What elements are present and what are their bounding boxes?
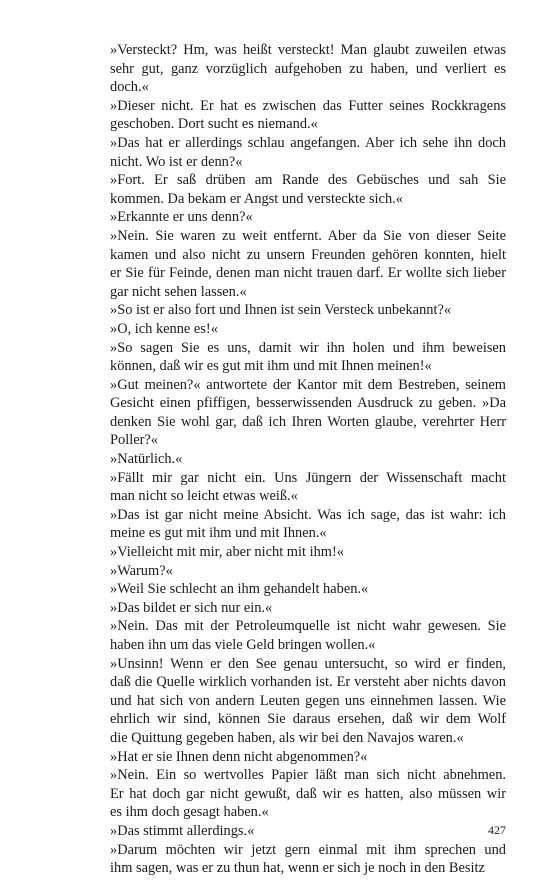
text-line: »Dieser nicht. Er hat es zwischen das Futter seines Rockkragens: [110, 97, 506, 114]
paragraph: [96, 301, 506, 320]
text-line: daß die Quelle wirklich vorhanden ist. Er versteht aber nichts davon: [110, 674, 506, 691]
paragraph: [96, 450, 506, 469]
paragraph: [96, 339, 506, 376]
text-line: »O, ich kenne es!«: [110, 320, 218, 337]
text-line: »Hat er sie Ihnen denn nicht abgenommen?«: [110, 748, 368, 765]
text-line: »Nein. Sie waren zu weit entfernt. Aber da Sie von dieser Seite: [110, 227, 506, 244]
text-line: »Nein. Das mit der Petroleumquelle ist nicht wahr gewesen. Sie: [110, 618, 506, 635]
paragraph: [96, 506, 506, 543]
text-line: »Das hat er allerdings schlau angefangen. Aber ich sehe ihn doch: [110, 134, 506, 151]
paragraph: [96, 655, 506, 748]
text-line: »So sagen Sie es uns, damit wir ihn holen und ihm beweisen: [110, 339, 506, 356]
paragraph: [96, 134, 506, 171]
text-line: gar nicht sehen lassen.«: [110, 283, 247, 300]
paragraph: [96, 841, 506, 878]
text-line: haben ihn um das viele Geld bringen wollen.«: [110, 637, 376, 653]
text-line: »Darum möchten wir jetzt gern einmal mit ihm sprechen und: [110, 841, 506, 858]
text-line: denken Sie wohl gar, daß ich Ihren Worten glaube, verehrter Herr: [110, 413, 506, 430]
paragraph: [96, 599, 506, 618]
paragraph: [96, 822, 506, 841]
text-line: »Das ist gar nicht meine Absicht. Was ich sage, das ist wahr: ich: [110, 506, 506, 523]
text-line: »Warum?«: [110, 562, 173, 579]
text-line: kamen und also nicht zu unsern Freunden gehören konnten, hielt: [110, 246, 506, 263]
paragraph: [96, 580, 506, 599]
text-line: die Quittung gegeben haben, als wir bei den Navajos waren.«: [110, 729, 464, 746]
paragraph: [96, 208, 506, 227]
text-line: »Versteckt? Hm, was heißt versteckt! Man glaubt zuweilen etwas: [110, 42, 506, 58]
text-line: »Unsinn! Wenn er den See genau untersucht, so wird er finden,: [110, 655, 506, 672]
text-line: »Weil Sie schlecht an ihm gehandelt haben.«: [110, 581, 369, 598]
paragraph: [96, 543, 506, 562]
paragraph: [96, 748, 506, 767]
text-line: Poller?«: [110, 432, 158, 449]
text-line: es ihm doch gesagt haben.«: [110, 804, 269, 821]
text-line: »Gut meinen?« antwortete der Kantor mit dem Bestreben, seinem: [110, 376, 506, 393]
text-line: meine es gut mit ihm und mit Ihnen.«: [110, 525, 327, 542]
text-line: nicht. Wo ist er denn?«: [110, 153, 243, 170]
text-line: »Erkannte er uns denn?«: [110, 209, 253, 226]
text-block: [96, 41, 506, 878]
paragraph: [96, 320, 506, 339]
text-line: ehrlich wir sind, können Sie daraus ersehen, daß wir dem Wolf: [110, 711, 506, 728]
paragraph: [96, 469, 506, 506]
text-line: »Fort. Er saß drüben am Rande des Gebüsches und sah Sie: [110, 172, 506, 189]
paragraph: [96, 376, 506, 450]
paragraph: [96, 171, 506, 208]
text-line: er Sie für Feinde, denen man nicht trauen darf. Er wollte sich lieber: [110, 265, 506, 282]
text-line: können, daß wir es gut mit ihm und mit Ihnen meinen!«: [110, 358, 432, 375]
paragraph: [96, 766, 506, 822]
text-line: »Das bildet er sich nur ein.«: [110, 599, 273, 616]
text-line: kommen. Da bekam er Angst und versteckte sich.«: [110, 190, 403, 207]
text-line: »Vielleicht mit mir, aber nicht mit ihm!«: [110, 544, 344, 561]
text-line: Gesicht einen pfiffigen, besserwissenden Ausdruck zu geben. »Da: [110, 395, 506, 412]
paragraph: [96, 617, 506, 654]
text-line: sehr gut, ganz vorzüglich aufgehoben zu haben, und verliert es: [110, 60, 506, 77]
page-number: 427: [488, 823, 506, 837]
text-line: geschoben. Dort sucht es niemand.«: [110, 116, 318, 133]
paragraph: [96, 97, 506, 134]
paragraph: [96, 562, 506, 581]
text-line: »Das stimmt allerdings.«: [110, 822, 255, 839]
text-line: doch.«: [110, 79, 149, 96]
paragraph: [96, 227, 506, 301]
text-line: »Fällt mir gar nicht ein. Uns Jüngern der Wissenschaft macht: [110, 469, 506, 486]
text-line: ihm sagen, was er zu thun hat, wenn er sich je noch in den Besitz: [110, 860, 485, 877]
text-line: man nicht so leicht etwas weiß.«: [110, 488, 298, 505]
text-line: und hat sich von andern Leuten gegen uns einnehmen lassen. Wie: [110, 692, 506, 709]
text-line: »So ist er also fort und Ihnen ist sein Versteck unbekannt?«: [110, 302, 452, 319]
text-line: Er hat doch gar nicht gewußt, daß wir es hatten, also müssen wir: [110, 785, 506, 802]
text-line: »Natürlich.«: [110, 451, 183, 468]
paragraph: [96, 41, 506, 97]
text-line: »Nein. Ein so wertvolles Papier läßt man sich nicht abnehmen.: [110, 767, 506, 784]
